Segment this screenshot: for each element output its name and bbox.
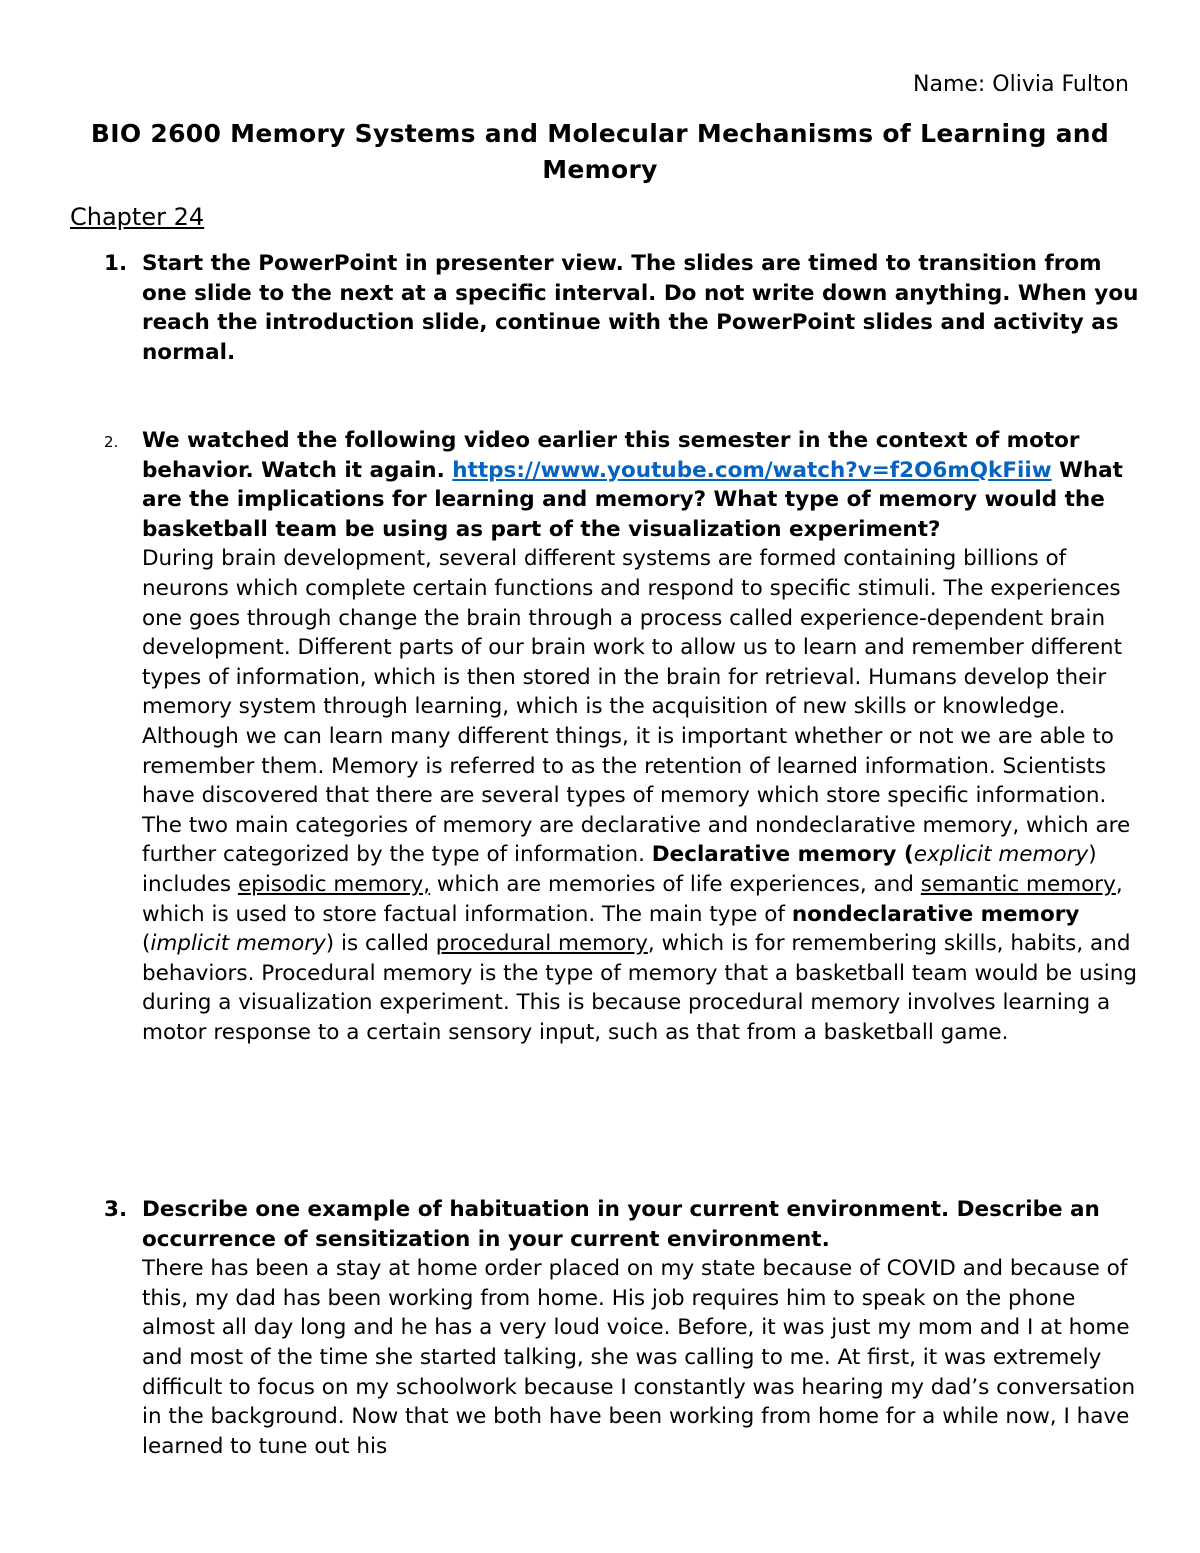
term-episodic-memory: episodic memory, — [237, 871, 431, 897]
term-explicit-memory: explicit memory — [913, 842, 1089, 868]
term-procedural-memory: procedural memory — [435, 931, 648, 957]
question-number: 1. — [104, 251, 128, 276]
video-link[interactable]: https://www.youtube.com/watch?v=f2O6mQkFiiw — [452, 457, 1052, 483]
question-prompt: Describe one example of habituation in your current environment. Describe an occurrence of sensitization in your current environment. — [142, 1197, 1100, 1252]
answer-text: which are memories of life experiences, and — [430, 871, 921, 897]
student-name: Name: Olivia Fulton — [913, 72, 1129, 97]
question-3 — [104, 1195, 1142, 1461]
answer-text: ) includes — [142, 842, 1097, 897]
document-title: BIO 2600 Memory Systems and Molecular Mechanisms of Learning and Memory — [90, 119, 1110, 184]
prompt-text: What are the implications for learning and memory? What type of memory would the basketball team be using as part of the visualization experiment? — [142, 457, 1123, 542]
question-number: 3. — [104, 1197, 128, 1222]
term-implicit-memory: implicit memory — [150, 931, 326, 957]
question-number: 2. — [104, 433, 119, 451]
answer-text: ( — [896, 842, 914, 868]
answer-text: , which is used to store factual information. The main type of — [142, 871, 1123, 927]
answer-text: ( — [142, 931, 151, 957]
term-nondeclarative-memory: nondeclarative memory — [791, 901, 1080, 927]
answer-text: During brain development, several different systems are formed containing billions of neurons which complete certain functions and respond to specific stimuli. The experiences one goes through change the brain through a process called experience-dependent brain development. Different parts of our brain work to allow us to learn and remember different types of information, which is then stored in the brain for retrieval. Humans develop their memory system through learning, which is the acquisition of new skills or knowledge. Although we can learn many different things, it is important whether or not we are able to remember them. Memory is referred to as the retention of learned information. Scientists have discovered that there are several types of memory which store specific information. The two main categories of memory are declarative and nondeclarative memory, which are further categorized by the type of information. — [142, 546, 1131, 868]
question-1 — [104, 249, 1142, 367]
term-semantic-memory: semantic memory — [920, 871, 1116, 897]
term-declarative-memory: Declarative memory — [651, 842, 897, 868]
answer-paragraph — [142, 544, 1142, 1047]
question-2 — [104, 426, 1142, 1047]
question-prompt: Start the PowerPoint in presenter view. The slides are timed to transition from one slide to the next at a specific interval. Do not write down anything. When you reach the introduction slide, continue with the PowerPoint slides and activity as normal. — [142, 251, 1139, 365]
chapter-heading: Chapter 24 — [70, 203, 205, 231]
answer-text: , which is for remembering skills, habits, and behaviors. Procedural memory is the type of memory that a basketball team would be using during a visualization experiment. This is because procedural memory involves learning a motor response to a certain sensory input, such as that from a basketball game. — [142, 931, 1138, 1045]
question-prompt — [142, 426, 1142, 544]
answer-paragraph: There has been a stay at home order placed on my state because of COVID and because of this, my dad has been working from home. His job requires him to speak on the phone almost all day long and he has a very loud voice. Before, it was just my mom and I at home and most of the time she started talking, she was calling to me. At first, it was extremely difficult to focus on my schoolwork because I constantly was hearing my dad’s conversation in the background. Now that we both have been working from home for a while now, I have learned to tune out his — [142, 1256, 1136, 1459]
answer-text: ) is called — [325, 931, 436, 957]
prompt-text: We watched the following video earlier this semester in the context of motor behavior. Watch it again. — [142, 428, 1080, 483]
